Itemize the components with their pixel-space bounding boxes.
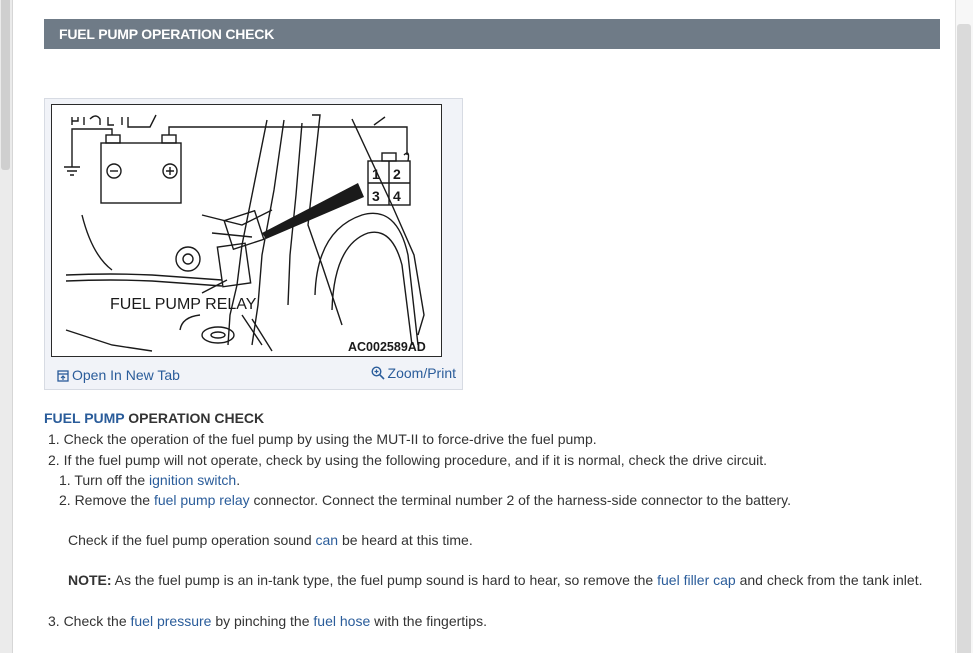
zoom-print-label: Zoom/Print: [387, 365, 456, 381]
left-scrollbar-thumb[interactable]: [1, 0, 10, 170]
note-text: NOTE: As the fuel pump is an in-tank type, the fuel pump sound is hard to hear, so remove the fuel filler cap and check from the tank inlet.: [68, 572, 923, 588]
open-in-new-tab-link[interactable]: [57, 367, 180, 383]
step-1: 1. Check the operation of the fuel pump by using the MUT-II to force-drive the fuel pump.: [48, 431, 597, 447]
figure-card: [44, 98, 463, 390]
zoom-icon: [371, 366, 385, 380]
check-sound-text: Check if the fuel pump operation sound can be heard at this time.: [68, 532, 473, 548]
fuel-pump-relay-diagram[interactable]: [51, 104, 442, 357]
open-in-new-tab-label: Open In New Tab: [72, 367, 180, 383]
fuel-pump-relay-link[interactable]: fuel pump relay: [153, 492, 250, 508]
fuel-pump-link[interactable]: FUEL PUMP: [44, 410, 125, 426]
terminal-2-label: 2: [393, 166, 401, 182]
sub-step-2: 2. Remove the fuel pump relay connector. Connect the terminal number 2 of the harness-side connector to the battery.: [59, 492, 792, 508]
fuel-pump-relay-label: FUEL PUMP RELAY: [110, 296, 257, 313]
figure-actions: [45, 361, 462, 387]
step-3: 3. Check the fuel pressure by pinching the fuel hose with the fingertips.: [48, 613, 487, 629]
terminal-4-label: 4: [393, 188, 401, 204]
left-divider: [12, 0, 13, 653]
can-link[interactable]: can: [315, 532, 339, 548]
open-tab-icon: [57, 370, 69, 382]
procedure-heading: FUEL PUMP OPERATION CHECK: [44, 410, 265, 426]
fuel-hose-link[interactable]: fuel hose: [313, 613, 371, 629]
ignition-switch-link[interactable]: ignition switch: [149, 472, 237, 488]
step-2: 2. If the fuel pump will not operate, check by using the following procedure, and if it is normal, check the drive circuit.: [48, 452, 768, 468]
sub-step-1: 1. Turn off the ignition switch.: [59, 472, 241, 488]
figure-code: AC002589AD: [348, 340, 426, 354]
terminal-3-label: 3: [372, 188, 380, 204]
fuel-pressure-link[interactable]: fuel pressure: [130, 613, 212, 629]
right-scrollbar-thumb[interactable]: [957, 24, 971, 653]
section-title: FUEL PUMP OPERATION CHECK: [44, 19, 940, 49]
terminal-1-label: 1: [372, 166, 380, 182]
clipped-previous-text: [44, 0, 444, 3]
zoom-print-link[interactable]: [371, 365, 456, 381]
note-label: NOTE:: [68, 572, 112, 588]
fuel-filler-cap-link[interactable]: fuel filler cap: [657, 572, 736, 588]
